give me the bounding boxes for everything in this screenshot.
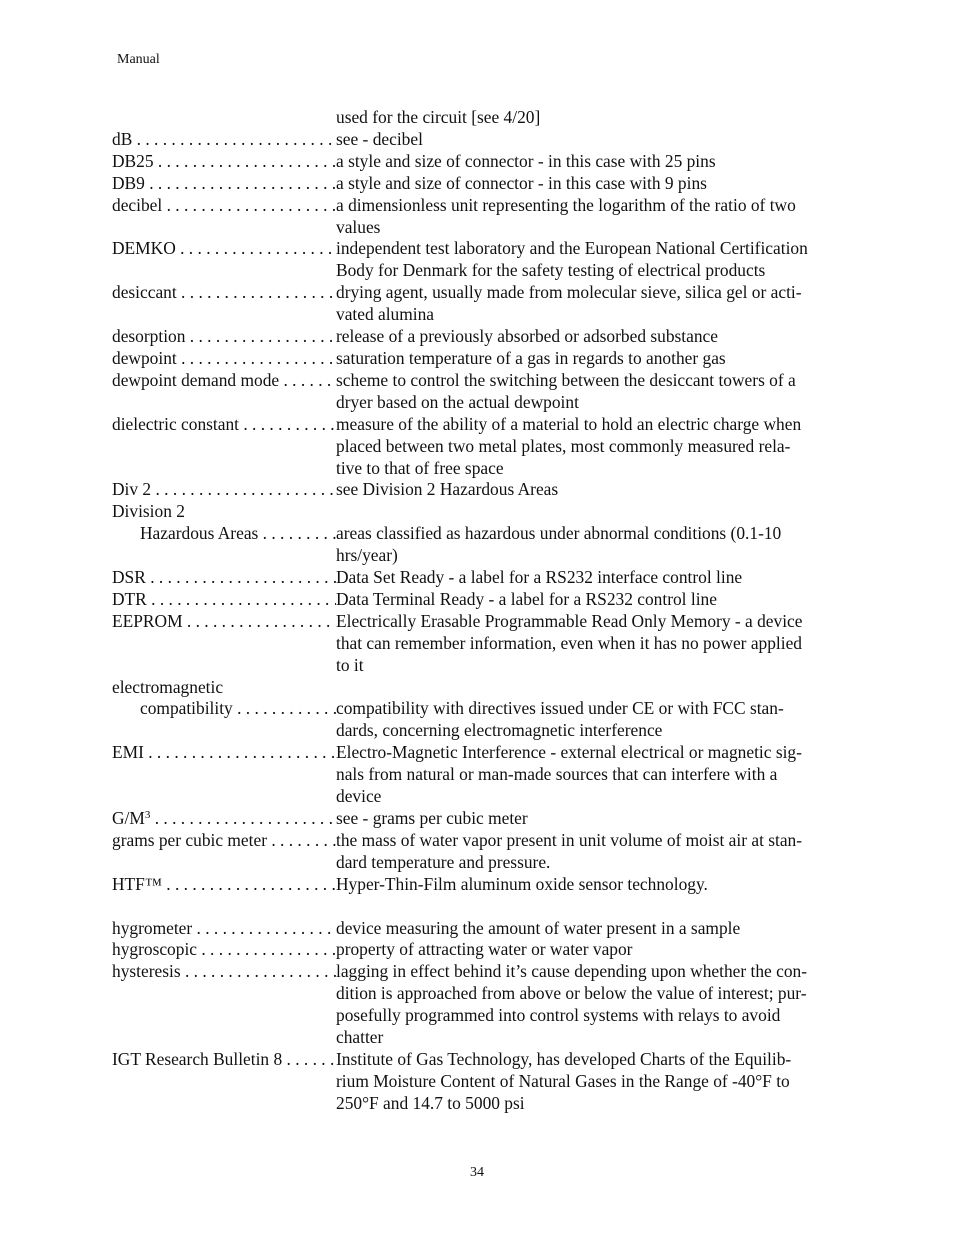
glossary-definition: measure of the ability of a material to hold an electric charge when placed between two metal plates, most commonly measured rela- tive to that of free space: [336, 413, 802, 478]
glossary-entry: [112, 611, 844, 677]
glossary-entry: [112, 918, 844, 940]
glossary-term: $G/M^3$ . . .: [112, 808, 336, 830]
glossary-entry: [112, 808, 844, 830]
glossary-definition: independent test laboratory and the European National Certification Body for Denmark for the safety testing of electrical products: [336, 238, 808, 281]
glossary-entry: [112, 151, 844, 173]
glossary-definition: a dimensionless unit representing the logarithm of the ratio of two values: [336, 194, 796, 237]
glossary-definition: Hyper-Thin-Film aluminum oxide sensor technology.: [336, 873, 708, 894]
glossary-definition: see - grams per cubic meter: [336, 808, 528, 828]
glossary-definition: Institute of Gas Technology, has developed Charts of the Equilib- rium Moisture Content of Natural Gases in the Range of -40°F to 250°F and 14.7 to 5000 psi: [336, 1048, 792, 1113]
glossary-term: DSR . . .: [112, 567, 336, 589]
glossary-definition: the mass of water vapor present in unit volume of moist air at stan- dard temperature and pressure.: [336, 829, 803, 872]
glossary-entry: [112, 830, 844, 874]
glossary-term: EEPROM . . .: [112, 611, 336, 677]
page-number: 34: [470, 1165, 484, 1180]
glossary-entry: [112, 961, 844, 1049]
glossary-term: dewpoint . . .: [112, 348, 336, 370]
glossary-definition: [336, 501, 844, 523]
glossary-entry: [112, 414, 844, 480]
glossary-entry: [112, 348, 844, 370]
glossary-entry: [112, 173, 844, 195]
superscript: 3: [144, 809, 151, 821]
glossary-definition: saturation temperature of a gas in regards to another gas: [336, 347, 726, 368]
glossary-definition: lagging in effect behind it’s cause depending upon whether the con- dition is approached from above or below the value of interest; pur- posefully programmed into control systems with relays to avoid chatter: [336, 961, 808, 1048]
glossary-definition: a style and size of connector - in this case with 25 pins: [336, 150, 716, 171]
glossary-entry: [112, 479, 844, 501]
glossary-definition: release of a previously absorbed or adsorbed substance: [336, 326, 718, 347]
glossary-entry: [112, 370, 844, 414]
glossary-definition: Electro-Magnetic Interference - external electrical or magnetic sig- nals from natural or man-made sources that can interfere with a device: [336, 742, 802, 807]
glossary-definition: property of attracting water or water vapor: [336, 939, 633, 960]
glossary-entry: [112, 129, 844, 151]
glossary-term: hysteresis . . .: [112, 961, 336, 1049]
glossary-term: Division 2: [112, 501, 185, 522]
glossary-entry: [112, 282, 844, 326]
glossary-term: DTR . . .: [112, 589, 336, 611]
glossary-definition: see - decibel: [336, 128, 423, 149]
glossary-term: desorption . . .: [112, 326, 336, 348]
glossary-list: [112, 107, 844, 1115]
glossary-entry: [112, 523, 844, 567]
glossary-definition: device measuring the amount of water present in a sample: [336, 917, 741, 938]
glossary-term: dB . . .: [112, 129, 336, 151]
glossary-definition: Data Set Ready - a label for a RS232 interface control line: [336, 567, 743, 588]
glossary-term: Hazardous Areas . . .: [112, 523, 336, 567]
glossary-definition: areas classified as hazardous under abnormal conditions (0.1-10 hrs/year): [336, 523, 782, 566]
glossary-term: [112, 107, 336, 129]
glossary-term: dewpoint demand mode . . .: [112, 370, 336, 414]
glossary-definition: Data Terminal Ready - a label for a RS232 control line: [336, 588, 717, 609]
glossary-entry: [112, 742, 844, 808]
glossary-definition: drying agent, usually made from molecular sieve, silica gel or acti- vated alumina: [336, 282, 802, 325]
glossary-entry: [112, 501, 844, 523]
glossary-definition: see Division 2 Hazardous Areas: [336, 479, 559, 500]
glossary-entry: [112, 698, 844, 742]
glossary-term: grams per cubic meter . . .: [112, 830, 336, 874]
glossary-entry: [112, 677, 844, 699]
glossary-entry: [112, 195, 844, 239]
glossary-definition: used for the circuit [see 4/20]: [336, 107, 541, 127]
glossary-term: DB25 . . .: [112, 151, 336, 173]
glossary-entry: [112, 1049, 844, 1115]
glossary-entry: [112, 874, 844, 896]
glossary-term: IGT Research Bulletin 8 . . .: [112, 1049, 336, 1115]
glossary-entry: [112, 326, 844, 348]
glossary-term: EMI . . .: [112, 742, 336, 808]
glossary-term: DB9 . . .: [112, 173, 336, 195]
glossary-term: Div 2 . . .: [112, 479, 336, 501]
glossary-term: HTF™ . . .: [112, 874, 336, 896]
glossary-term: hygrometer . . .: [112, 918, 336, 940]
glossary-term: decibel . . .: [112, 195, 336, 239]
glossary-term: compatibility . . .: [112, 698, 336, 742]
glossary-entry: [112, 107, 844, 129]
glossary-term: electromagnetic: [112, 676, 224, 697]
glossary-entry: [112, 567, 844, 589]
glossary-term: hygroscopic . . .: [112, 939, 336, 961]
glossary-definition: compatibility with directives issued under CE or with FCC stan- dards, concerning electromagnetic interference: [336, 698, 784, 741]
glossary-term: dielectric constant . . .: [112, 414, 336, 480]
glossary-definition: [336, 677, 844, 699]
glossary-definition: a style and size of connector - in this case with 9 pins: [336, 172, 707, 193]
glossary-term: DEMKO . . .: [112, 238, 336, 282]
glossary-entry: [112, 589, 844, 611]
glossary-entry: [112, 238, 844, 282]
page-header: Manual: [117, 52, 160, 67]
glossary-definition: Electrically Erasable Programmable Read Only Memory - a device that can remember information, even when it has no power applied to it: [336, 610, 803, 675]
glossary-term: desiccant . . .: [112, 282, 336, 326]
glossary-definition: scheme to control the switching between the desiccant towers of a dryer based on the actual dewpoint: [336, 369, 796, 412]
glossary-entry: [112, 939, 844, 961]
